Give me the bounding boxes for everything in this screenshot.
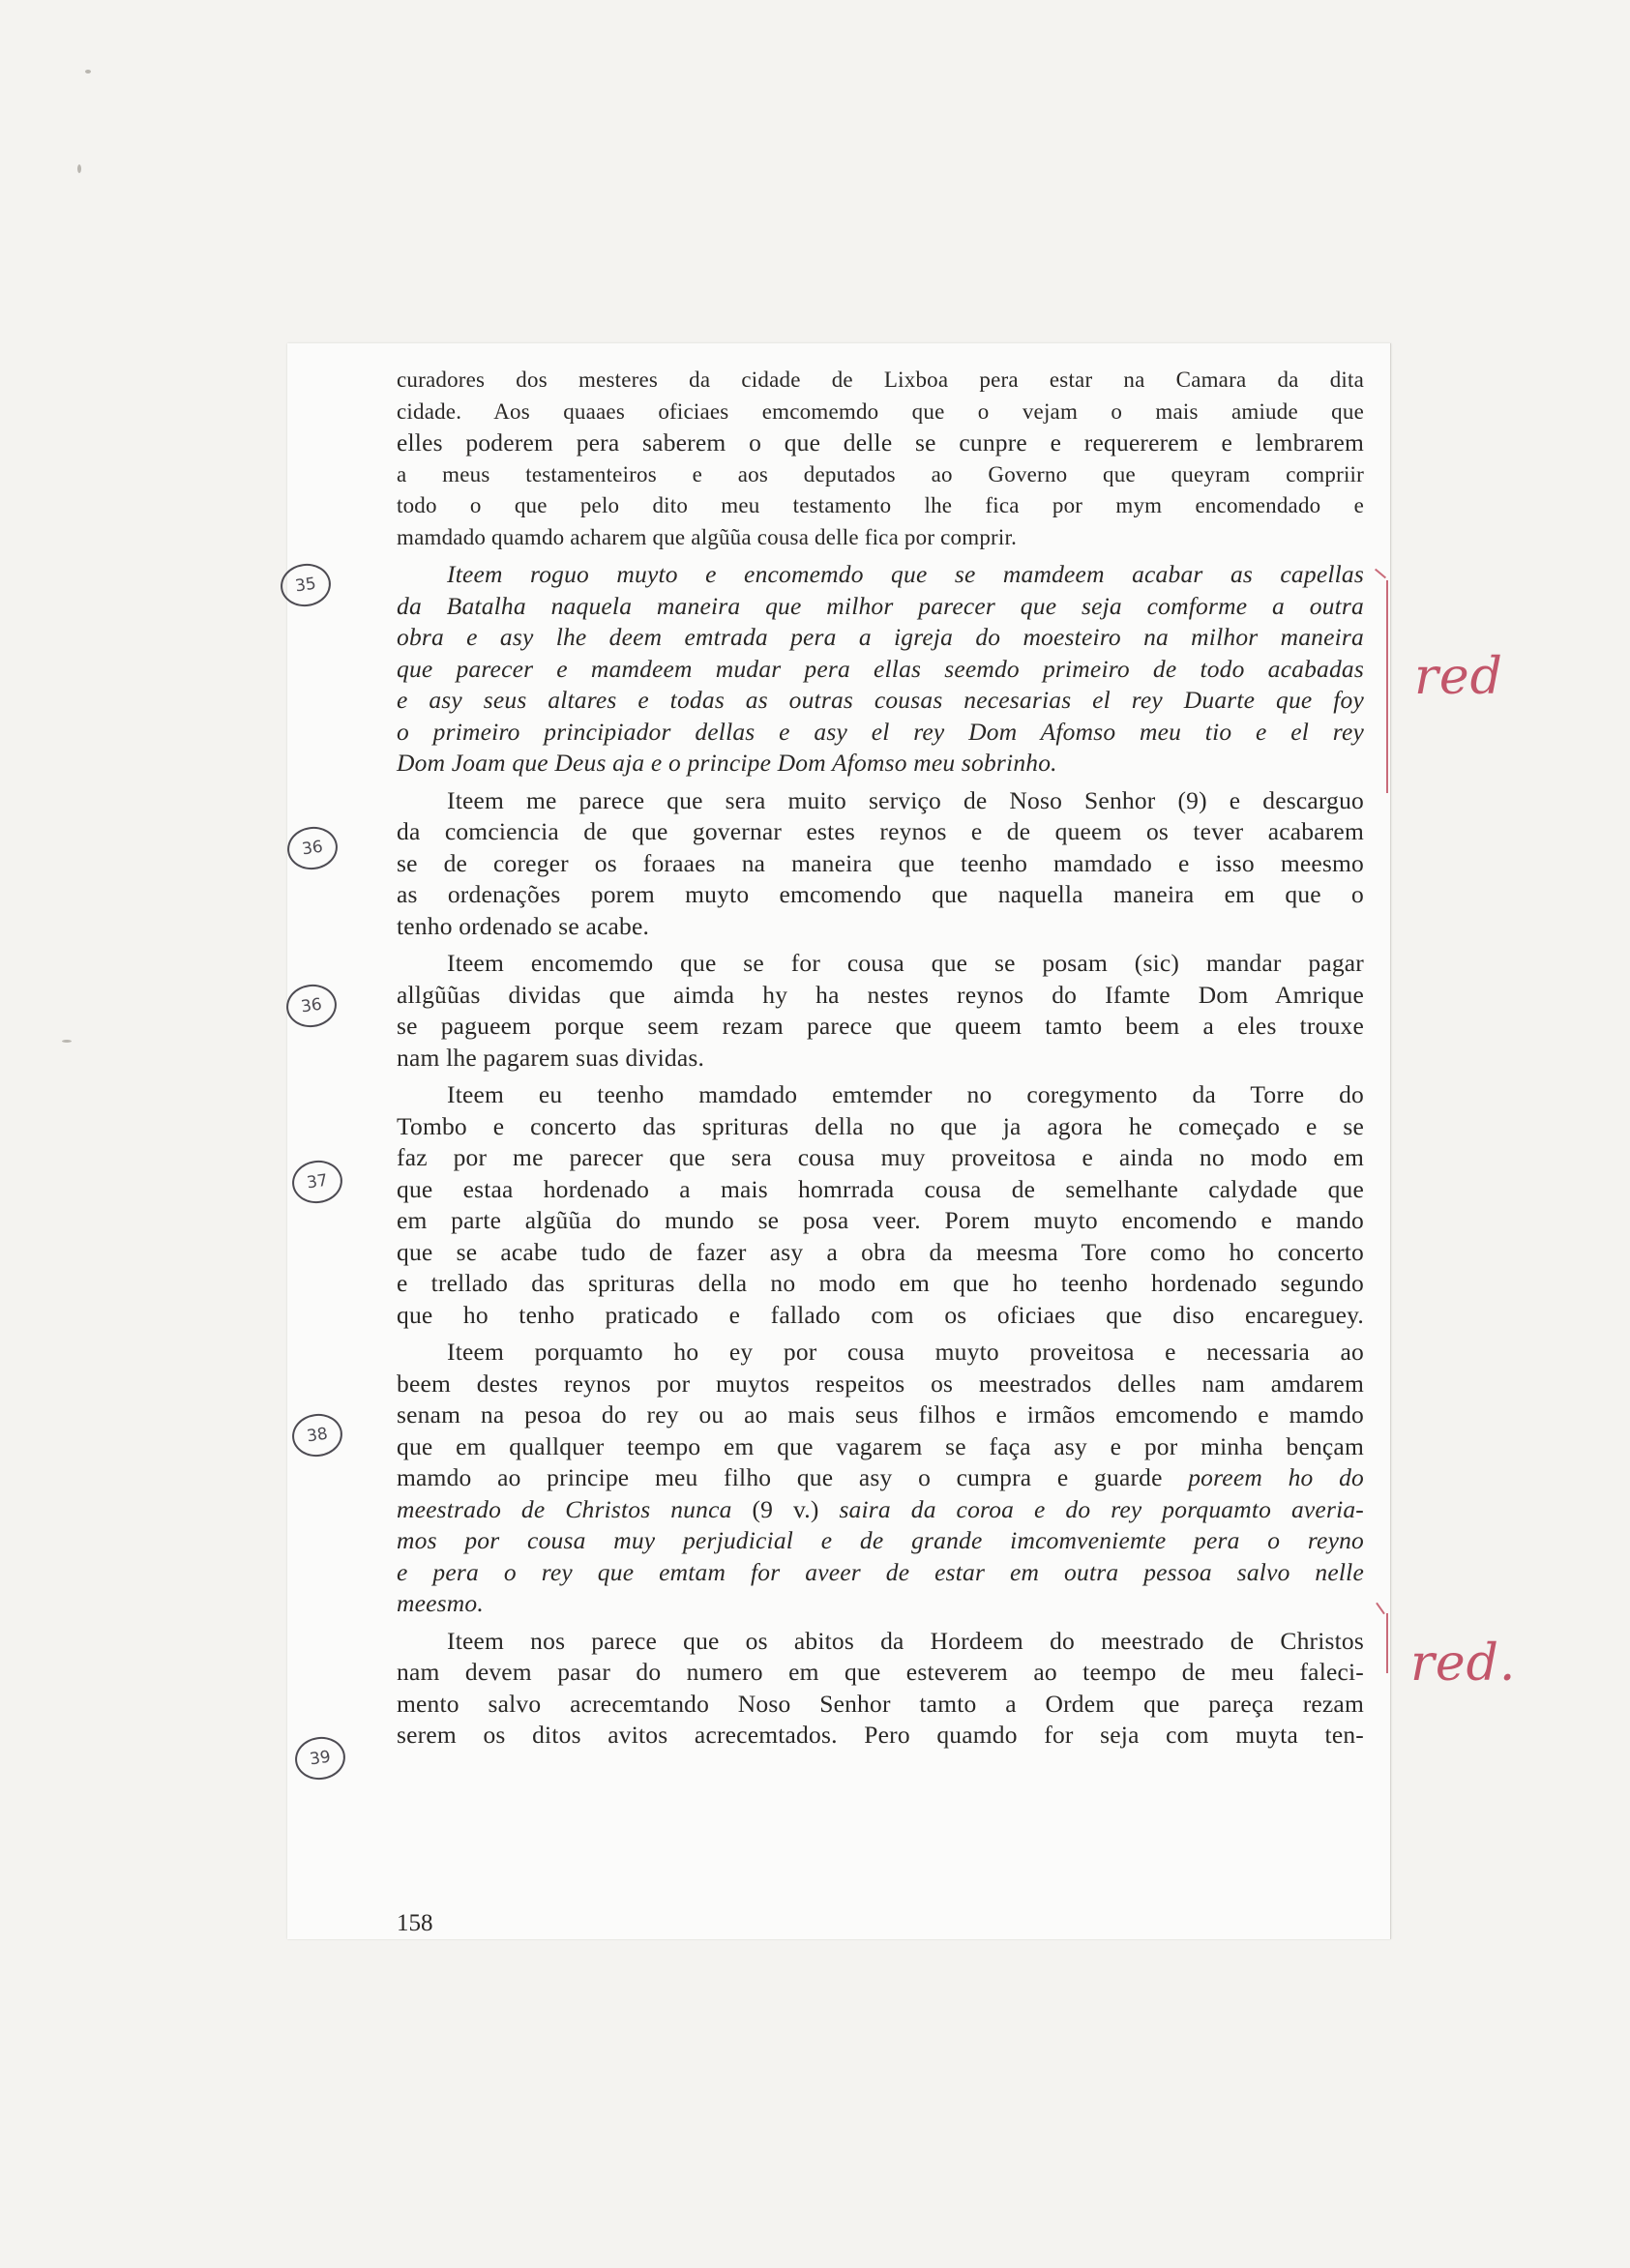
text-line: Iteem roguo muyto e encomemdo que se mamdeem acabar as capellas xyxy=(447,560,1364,588)
text-line: da comciencia de que governar estes reynos e de queem os tever acabarem xyxy=(397,817,1364,845)
text-line: serem os ditos avitos acrecemtados. Pero quamdo for seja com muyta ten- xyxy=(397,1721,1364,1749)
text-line: faz por me parecer que sera cousa muy proveitosa e ainda no modo em xyxy=(397,1143,1364,1171)
printed-page-clipping xyxy=(287,343,1391,1939)
text-line: a meus testamenteiros e aos deputados ao Governo que queyram compriir xyxy=(397,461,1364,486)
text-line: que em quallquer teempo em que vagarem se faça asy e por minha bençam xyxy=(397,1431,1364,1460)
text-line: allgũũas dividas que aimda hy ha nestes reynos do Ifamte Dom Amrique xyxy=(397,980,1364,1009)
text-line: e pera o rey que emtam for aveer de estar em outra pessoa salvo nelle xyxy=(397,1557,1364,1586)
text-line: Iteem eu teenho mamdado emtemder no coregymento da Torre do xyxy=(447,1080,1364,1108)
text-line: se pagueem porque seem rezam parece que queem tamto beem a eles trouxe xyxy=(397,1012,1364,1040)
text-line: mento salvo acrecemtando Noso Senhor tamto a Ordem que pareça rezam xyxy=(397,1689,1364,1718)
text-line: nam devem pasar do numero em que esteverem ao teempo de meu faleci- xyxy=(397,1658,1364,1686)
text-line: Iteem encomemdo que se for cousa que se posam (sic) mandar pagar xyxy=(447,949,1364,977)
text-line: elles poderem pera saberem o que delle se cunpre e requererem e lembrarem xyxy=(397,428,1364,457)
page-number: 158 xyxy=(397,1910,433,1936)
text-line: Iteem porquamto ho ey por cousa muyto proveitosa e necessaria ao xyxy=(447,1338,1364,1366)
text-line: nam lhe pagarem suas dividas. xyxy=(397,1043,705,1072)
text-line: meesmo. xyxy=(397,1589,484,1617)
circled-number-39: 39 xyxy=(292,1734,348,1783)
text-run-italic: poreem ho do xyxy=(1188,1463,1364,1491)
circled-number-38: 38 xyxy=(289,1411,345,1460)
text-line: mos por cousa muy perjudicial e de grande imcomveniemte pera o reyno xyxy=(397,1526,1364,1554)
text-run-roman: mamdo ao principe meu filho que asy o cumpra e guarde xyxy=(397,1463,1189,1491)
scan-speck xyxy=(62,1040,72,1043)
red-note-1: red xyxy=(1414,648,1503,706)
circled-number-36-b: 36 xyxy=(283,982,340,1031)
text-line: que se acabe tudo de fazer asy a obra da meesma Tore como ho concerto xyxy=(397,1237,1364,1266)
text-line: todo o que pelo dito meu testamento lhe fica por mym encomendado e xyxy=(397,493,1364,517)
red-note-2: red. xyxy=(1410,1635,1517,1693)
text-line: curadores dos mesteres da cidade de Lixboa pera estar na Camara da dita xyxy=(397,368,1364,392)
text-line: que estaa hordenado a mais homrrada cousa de semelhante calydade que xyxy=(397,1174,1364,1203)
text-line: beem destes reynos por muytos respeitos os meestrados delles nam amdarem xyxy=(397,1369,1364,1398)
text-line: Iteem me parece que sera muito serviço de Noso Senhor (9) e descarguo xyxy=(447,785,1364,814)
text-line: e trellado das sprituras della no modo em que ho teenho hordenado segundo xyxy=(397,1269,1364,1297)
text-run-italic: meestrado de Christos nunca xyxy=(397,1494,753,1523)
text-line: tenho ordenado se acabe. xyxy=(397,911,650,940)
text-line: as ordenações porem muyto emcomendo que naquella maneira em que o xyxy=(397,880,1364,908)
text-line: obra e asy lhe deem emtrada pera a igreja do moesteiro na milhor maneira xyxy=(397,623,1364,651)
text-line: mamdado quamdo acharem que algũũa cousa delle fica por comprir. xyxy=(397,524,1018,549)
text-line: Dom Joam que Deus aja e o principe Dom Afomso meu sobrinho. xyxy=(397,749,1057,777)
red-bracket-line-1 xyxy=(1386,580,1388,793)
red-bracket-line-2 xyxy=(1386,1613,1388,1673)
scan-speck xyxy=(85,70,91,74)
page-text-block xyxy=(397,365,1364,1752)
scan-speck xyxy=(77,164,81,173)
circled-number-37: 37 xyxy=(289,1158,345,1207)
text-line: que parecer e mamdeem mudar pera ellas seemdo primeiro de todo acabadas xyxy=(397,654,1364,683)
text-line: o primeiro principiador dellas e asy el rey Dom Afomso meu tio e el rey xyxy=(397,717,1364,746)
text-line: Tombo e concerto das sprituras della no que ja agora he começado e se xyxy=(397,1111,1364,1140)
text-line: que ho tenho praticado e fallado com os oficiaes que diso encareguey. xyxy=(397,1300,1364,1329)
text-line: Iteem nos parece que os abitos da Hordeem do meestrado de Christos xyxy=(447,1626,1364,1655)
text-line xyxy=(397,1462,1364,1494)
text-line: cidade. Aos quaaes oficiaes emcomemdo que o vejam o mais amiude que xyxy=(397,398,1364,424)
text-line: senam na pesoa do rey ou ao mais seus filhos e irmãos emcomendo e mamdo xyxy=(397,1400,1364,1429)
text-line: e asy seus altares e todas as outras cousas necesarias el rey Duarte que foy xyxy=(397,686,1364,714)
circled-number-35: 35 xyxy=(278,561,334,610)
circled-number-36: 36 xyxy=(284,824,341,873)
text-line: se de coreger os foraaes na maneira que teenho mamdado e isso meesmo xyxy=(397,848,1364,877)
text-line xyxy=(397,1494,1364,1526)
text-line: em parte algũũa do mundo se posa veer. Porem muyto encomendo e mando xyxy=(397,1206,1364,1234)
text-run-roman: (9 v.) xyxy=(752,1494,840,1523)
text-run-italic: saira da coroa e do rey porquamto averia- xyxy=(839,1494,1364,1523)
text-line: da Batalha naquela maneira que milhor parecer que seja comforme a outra xyxy=(397,591,1364,620)
